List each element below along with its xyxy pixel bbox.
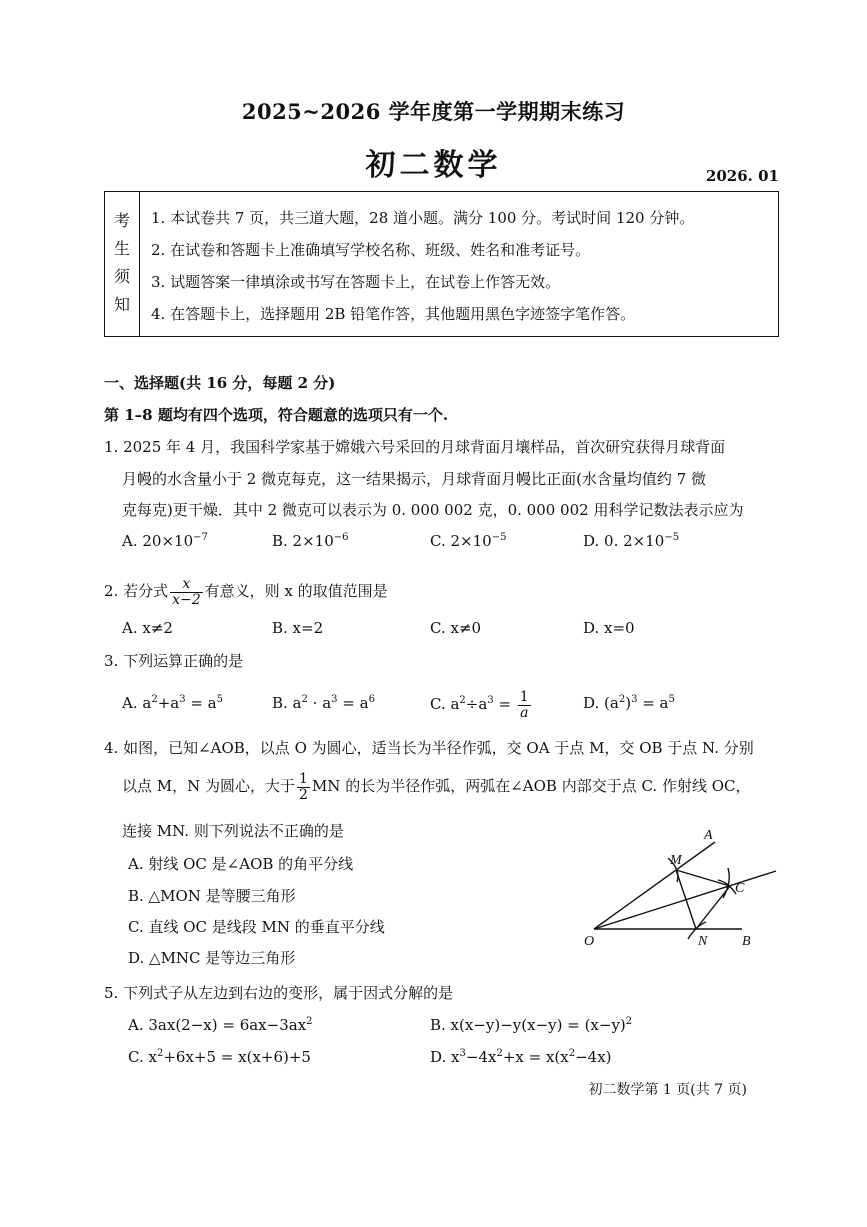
label-b: B — [742, 934, 751, 949]
q4-line: 连接 MN. 则下列说法不正确的是 — [122, 822, 344, 840]
notice-label-char: 须 — [113, 267, 130, 286]
notice-label — [105, 192, 140, 336]
notice-label-char: 生 — [113, 239, 130, 258]
q2-option-c: C. x≠0 — [430, 619, 482, 637]
q4-option-d: D. △MNC 是等边三角形 — [128, 949, 296, 967]
q2-fraction: $\frac{x}{x-2}$ — [172, 575, 201, 608]
q3-option-a: A. $a^2+a^3 = a^5$ — [122, 694, 224, 712]
notice-box — [104, 191, 779, 337]
q5-option-b: B. $x(x-y)-y(x-y) = (x-y)^2$ — [430, 1016, 633, 1034]
label-o: O — [584, 934, 595, 949]
q3-option-c: C. $a^2\div a^3$ = $\frac{1}{a}$ — [430, 688, 529, 721]
q1-line: 1. 2025 年 4 月，我国科学家基于嫦娥六号采回的月球背面月壤样品，首次研究获得月球背面 — [104, 438, 726, 456]
segment-mn — [676, 870, 696, 929]
page-footer: 初二数学第 1 页(共 7 页) — [588, 1082, 747, 1098]
q3-option-d: D. $(a^2)^3 = a^5$ — [583, 694, 675, 712]
q4-line: 4. 如图，已知∠AOB，以点 O 为圆心，适当长为半径作弧，交 OA 于点 M，交 OB 于点 N. 分别 — [104, 739, 754, 757]
notice-item: 4. 在答题卡上，选择题用 2B 铅笔作答，其他题用黑色字迹签字笔作答。 — [151, 305, 636, 323]
q1-option-c: C. $2\times 10^{-5}$ — [430, 532, 507, 550]
notice-item: 2. 在试卷和答题卡上准确填写学校名称、班级、姓名和准考证号。 — [151, 241, 591, 259]
q5-option-a: A. $3ax(2-x) = 6ax-3ax^2$ — [128, 1016, 313, 1034]
q5-stem: 5. 下列式子从左边到右边的变形，属于因式分解的是 — [104, 984, 454, 1002]
q1-line: 克每克)更干燥．其中 2 微克可以表示为 0. 000 002 克，0. 000 002 用科学记数法表示应为 — [122, 501, 744, 519]
section-title: 一、选择题(共 16 分，每题 2 分) — [104, 374, 336, 392]
notice-item: 1. 本试卷共 7 页，共三道大题，28 道小题。满分 100 分。考试时间 120 分钟。 — [151, 209, 695, 227]
segment-nc — [696, 886, 730, 929]
q4-fraction: $\frac{1}{2}$ — [299, 770, 308, 803]
q4-figure — [580, 822, 780, 952]
q5-option-d: D. $x^3-4x^2+x = x(x^2-4x)$ — [430, 1048, 612, 1066]
exam-title: 2025~2026 学年度第一学期期末练习 — [241, 99, 626, 124]
q1-line: 月幔的水含量小于 2 微克每克，这一结果揭示，月球背面月幔比正面(水含量均值约 7 微 — [122, 470, 707, 488]
exam-date: 2026. 01 — [705, 167, 779, 185]
notice-item: 3. 试题答案一律填涂或书写在答题卡上，在试卷上作答无效。 — [151, 273, 561, 291]
q4-line: 以点 M，N 为圆心，大于 $\frac{1}{2}$ MN 的长为半径作弧，两弧在∠AOB 内部交于点 C. 作射线 OC， — [122, 770, 751, 803]
notice-label-char: 考 — [113, 211, 130, 230]
q2-option-d: D. x=0 — [583, 619, 635, 637]
q3-option-c-fraction: $\frac{1}{a}$ — [519, 688, 529, 721]
q2-option-a: A. x≠2 — [122, 619, 173, 637]
q2-stem: 2. 若分式 $\frac{x}{x-2}$ 有意义，则 x 的取值范围是 — [104, 575, 388, 608]
subject-title: 初二数学 — [365, 148, 502, 183]
q2-option-b: B. x=2 — [272, 619, 324, 637]
label-c: C — [735, 881, 745, 896]
q4-option-b: B. △MON 是等腰三角形 — [128, 887, 296, 905]
q3-option-b: B. $a^2 \cdot a^3 = a^6$ — [272, 694, 375, 712]
q1-option-a: A. $20\times 10^{-7}$ — [122, 532, 208, 550]
segment-mc — [676, 870, 730, 886]
q1-option-d: D. 0. $2\times 10^{-5}$ — [583, 532, 680, 550]
q5-option-c: C. $x^2+6x+5 = x(x+6)+5$ — [128, 1048, 311, 1066]
label-n: N — [698, 934, 708, 949]
ray-oa — [594, 842, 715, 929]
ray-oc — [594, 871, 776, 929]
q4-option-c: C. 直线 OC 是线段 MN 的垂直平分线 — [128, 918, 385, 936]
label-a: A — [704, 828, 713, 843]
label-m: M — [670, 853, 682, 868]
notice-label-char: 知 — [113, 295, 130, 314]
q4-option-a: A. 射线 OC 是∠AOB 的角平分线 — [128, 855, 354, 873]
q3-stem: 3. 下列运算正确的是 — [104, 652, 244, 670]
section-instruction: 第 1–8 题均有四个选项，符合题意的选项只有一个. — [104, 406, 449, 424]
q1-option-b: B. $2\times 10^{-6}$ — [272, 532, 349, 550]
